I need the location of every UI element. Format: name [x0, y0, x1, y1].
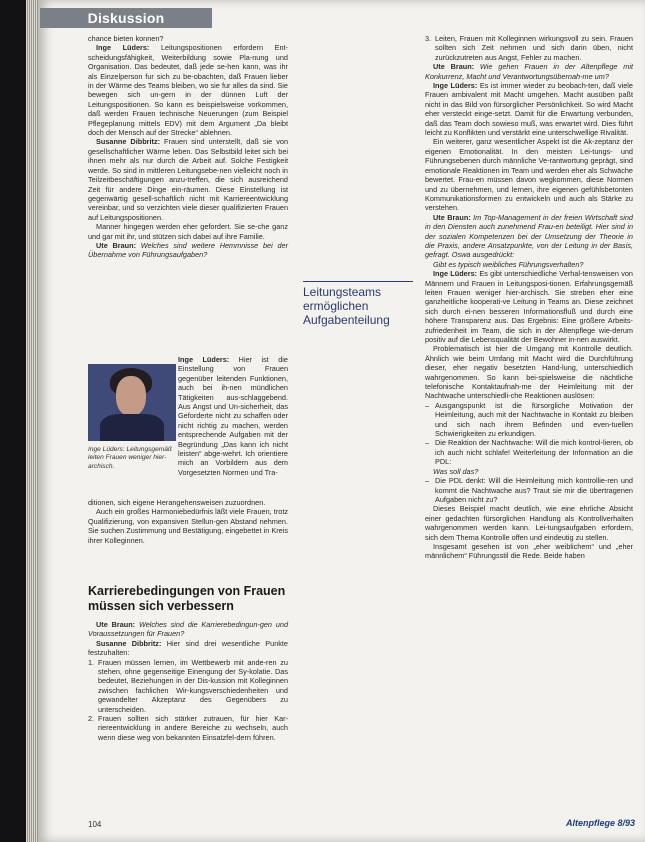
paragraph: Inge Lüders: Es gibt unterschiedliche Verhal-tensweisen von Männern und Frauen in Leitungsposi-tionen. Erfahrungsgemäß leiten Frauen weniger hier-archisch. Sie streben eher eine ganzheitliche kooperati-ve Leitung in Teams an. Diese zeichnet sich durch ei-nen besseren Informationsfluß und durch eine höhere Transparenz aus. Das Ergebnis: Eine größere Arbeits-zufriedenheit im Team, die sich in der Altenpflege wie-derum positiv auf die Lebensqualität der Bewohner in-nen auswirkt.: [425, 269, 633, 344]
paragraph: Inge Lüders: Es ist immer wieder zu beobach-ten, daß viele Frauen ambivalent mit Macht umgehen. Macht ausüben paßt nicht in das Bild von fürsorglicher Persönlichkeit. So wird Macht eher versteckt einge-setzt. Damit für die Erwartung verbunden, daß das Team doch sowieso muß, was erwartet wird. Dies führt leicht zu Konflikten und verstärkt eine unterschwellige Rivalität.: [425, 81, 633, 138]
section-heading: Karrierebedingungen von Frauen müssen sich verbessern: [88, 584, 286, 613]
left-column-top: [88, 34, 288, 260]
right-column: [425, 34, 633, 561]
list-item: – Die Reaktion der Nachtwache: Will die mich kontrol-lieren, ob ich auch nicht schlafe! Weiterleitung der Information an die PDL:: [425, 438, 633, 467]
list-item: 2. Frauen sollten sich stärker zutrauen, für hier Kar-riereentwicklung in andere Bereiche zu wechseln, auch wenn diese weg von bekannten Einsatzfel-dern führen.: [88, 714, 288, 742]
text-below-heading: Ute Braun: Welches sind die Karrierebedingun-gen und Voraussetzungen für Frauen? Susanne Dibbritz: Hier sind drei wesentliche Punkte festzuhalten: 1. Frauen müssen lernen, im Wettbewerb mit ande-ren zu stehen, ohne gegenseitige Einengung der Sy-kolatie. Das bedeutet, Beziehungen in der Dis-kussion mit Kolleginnen zwischen fachlichen Wir-kungsverschiedenheiten und gewandelter Akzeptanz des Gegenübers zu unterscheiden. 2. Frauen sollten sich stärker zutrauen, für hier Kar-riereentwicklung in andere Bereiche zu wechseln, auch wenn diese weg von bekannten Einsatzfel-dern führen.: [88, 620, 289, 742]
paragraph: chance bieten konnen?: [88, 34, 164, 43]
list-item: 3. Leiten, Frauen mit Kolleginnen wirkungsvoll zu sein. Frauen sollten sich Zeit nehmen und sich darin üben, nicht zurückzutreten aus Angst, Fehler zu machen.: [425, 34, 633, 62]
section-label: Diskussion: [40, 8, 212, 28]
paragraph: Susanne Dibbritz: Frauen sind unterstellt, daß sie von gesellschaftlicher Wärme leben. Das Selbstbild leitet sich bei ihnen mehr als nur durch die Arbeit auf. Solche Festigkeit werde. So sind in mittleren Leitungsebe-nen vielleicht noch in Teilzeitbeschäftigungen anzu-treffen, die sich ausreichend Zeit für andere Dinge ein-räumen. Diese Einstellung ist gegenwärtig gesell-schaftlich nicht mit Karriereentwicklung vereinbar, und so verzichten viele dieser qualifizierten Frauen auf Leitungspositionen.: [88, 137, 289, 222]
publication-footer: Altenpflege 8/93: [566, 818, 636, 828]
numbered-list: [88, 658, 288, 743]
question-paragraph: Ute Braun: Welches sind weitere Hemmnisse bei der Übernahme von Führungsaufgaben?: [88, 240, 288, 260]
list-item: – Die PDL denkt: Will die Heimleitung mich kontrollie-ren und kommt die Nachtwache aus? Traut sie mir die übertragenen Aufgaben nicht zu?: [425, 476, 633, 504]
paragraph: Insgesamt gesehen ist von „eher weiblichem“ und „eher männlichem“ Führungsstil die Rede. Beide haben: [425, 541, 633, 561]
paragraph: Manner hingegen werden eher gefordert. Sie se-che ganz und gar mit ihr, und stützen sich dabei auf ihre Familie.: [88, 222, 288, 241]
paragraph: Inge Lüders: Leitungspositionen erfordern Ent-scheidungsfähigkeit, Weiterbildung sowie Pla-nung und Organisation. Das bedeutet, daß jede se-hen kann, was ihr als Einzelperson fur sich zu be-obachten, daß Frauen lieber in der Wärme des Teams bleiben, wo sie fur alles da sind. Sie bewegen sich un-gern in der dünnen Luft der Leitungspositionen. So kann es beispielsweise vorkommen, daß werden Frauen technische Neuerungen (zum Beispiel Pflegeplanung mittels EDV) mit dem Argument „Da bleibt doch der Mensch auf der Strecke“ ablehnen.: [88, 43, 288, 138]
page-number: 104: [88, 820, 102, 829]
paragraph: Dieses Beispiel macht deutlich, wie eine ehrliche Absicht einer gedachten fürsorglichen Handlung als Kontrollverhalten wahrgenommen werden kann. Lei-tungsaufgaben erfordern, sich dem Thema Kontrolle offen und eindeutig zu stellen.: [425, 504, 633, 542]
question-paragraph: Gibt es typisch weibliches Führungsverhalten?: [433, 259, 584, 269]
question-paragraph: Ute Braun: Im Top-Management in der freien Wirtschaft sind in den Diensten auch zunehmend Frau-en beteiligt. Hier sind in der sozialen Kompetenzen bei der Umsetzung der Theorie in die Praxis, andere Ansatzpunkte, von der Leitung in der Basis, gefragt. Oswa ausgedrückt:: [425, 212, 633, 260]
dash-list: [425, 401, 633, 467]
question-paragraph: Ute Braun: Wie gehen Frauen in der Altenpflege mit Konkurrenz, Macht und Verantwortungsübernah-me um?: [425, 62, 633, 81]
text-after-photo: ditionen, sich eigene Herangehensweisen zuzuordnen. Auch ein großes Harmoniebedürfnis läßt viele Frauen, trotz Qualifizierung, von expansiven Stellun-gen Abstand nehmen. Sie suchen Zustimmung und Bestätigung, eingebettet in Kreis ihrer Kolleginnen.: [88, 498, 288, 545]
book-spine: [0, 0, 26, 842]
paragraph: Was soll das?: [433, 466, 479, 476]
text-beside-photo: Inge Lüders: Hier ist die Einstellung von Frauen gegenüber leitenden Funktionen, auch bei ih-nen mündlichen Tätigkeiten aus-schlaggebend. Aus Angst und Un-sicherheit, das Geforderte nicht zu schaffen oder nicht richtig zu machen, werden entsprechende Aufgaben mit der Begründung „Das kann ich nicht leisten“ abge-wehrt. Ich orientiere mich an Vorbildern aus dem Vorgesetzten Normen und Tra-: [178, 355, 288, 477]
list-item: – Ausgangspunkt ist die fürsorgliche Motivation der Heimleitung, auch mit der Nachtwache in Kontakt zu bleiben und sich nach ihrem Befinden und even-tuellen Schwierigkeiten zu erkundigen.: [425, 400, 633, 439]
paragraph: Ein weiterer, ganz wesentlicher Aspekt ist die Ak-zeptanz der eigenen Emotionalität. In den meisten Lei-tungs- und Führungsebenen durch männliche Ve-rantwortung geprägt, sind emotionale Reaktionen im Team und werden eher als Schwäche bewertet. Frau-en müssen davon wegkommen, diese Normen und zu übernehmen, und lernen, ihre eigenen gefühlsbetonten Kommunikationsformen zu entwickeln und auch als Stärke zu verstehen.: [425, 137, 633, 213]
portrait-photo: [88, 364, 176, 441]
photo-caption: Inge Lüders: Leitungsgemäß leiten Frauen weniger hier-archisch.: [88, 446, 172, 470]
paragraph: Problematisch ist hier die Umgang mit Kontrolle deutlich. Ähnlich wie beim Umfang mit Macht wird die Durchführung dieser, eher negativ besetzten Hand-lung, unterschiedlich wahrgenommen. So kann bei-spielsweise die nächtliche telefonische Kontaktaufnah-me der Heimleitung mit der Nachtwache unterschiedli-che Reaktionen auslösen:: [425, 344, 633, 401]
pull-quote: Leitungsteams ermöglichen Aufgabenteilung: [303, 281, 413, 327]
list-item: 1. Frauen müssen lernen, im Wettbewerb mit ande-ren zu stehen, ohne gegenseitige Einengung der Sy-kolatie. Das bedeutet, Beziehungen in der Dis-kussion mit Kolleginnen zwischen fachlichen Wir-kungsverschiedenheiten und gewandelter Akzeptanz des Gegenübers zu unterscheiden.: [88, 657, 288, 714]
